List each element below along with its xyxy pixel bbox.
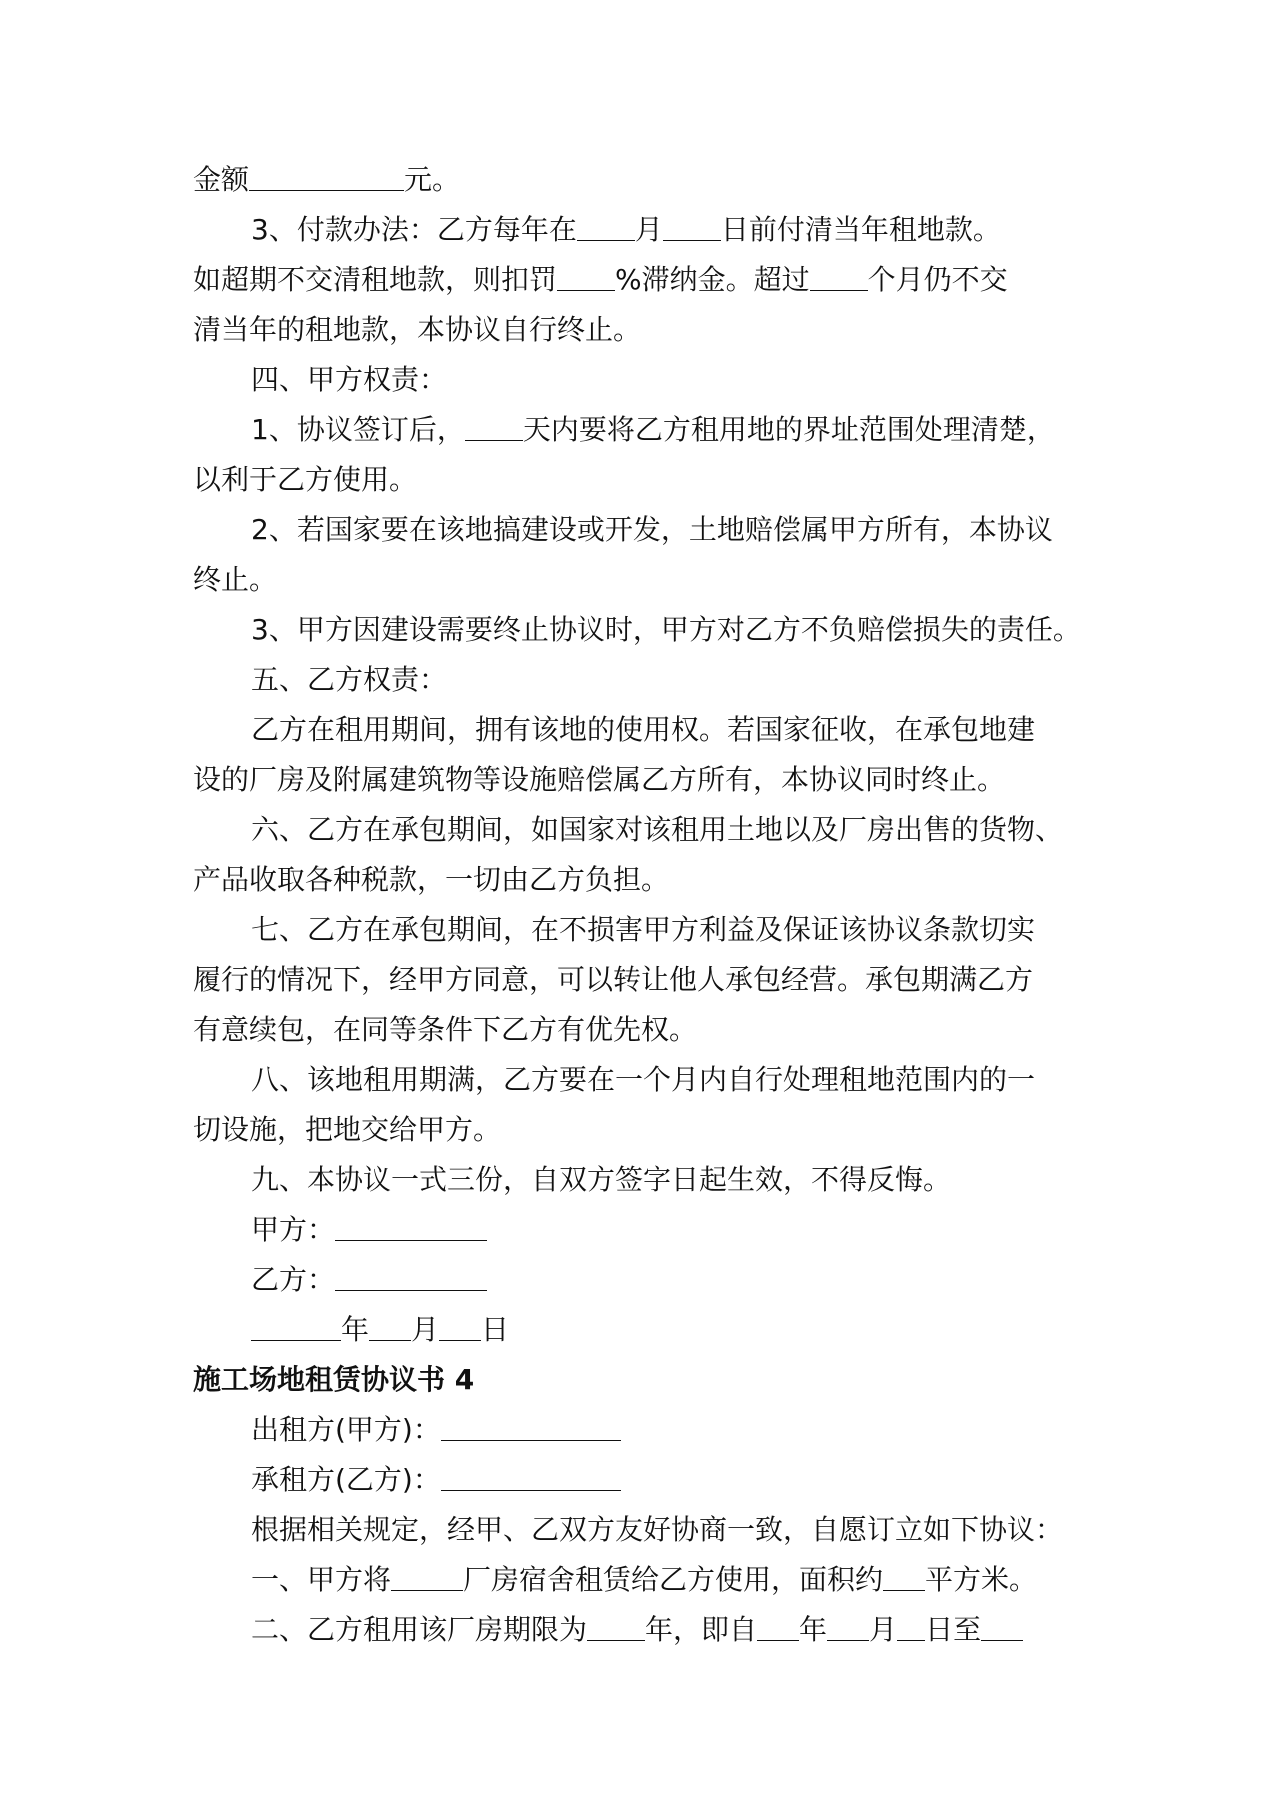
clause-line: 乙方在租用期间，拥有该地的使用权。若国家征收，在承包地建 <box>251 713 1036 746</box>
blank-field <box>465 412 523 441</box>
text: 金额 <box>193 163 250 196</box>
clause-line: 七、乙方在承包期间，在不损害甲方利益及保证该协议条款切实 <box>251 913 1036 946</box>
clause-line <box>193 405 1093 455</box>
blank-field <box>369 1312 411 1341</box>
text: 日前付清当年租地款。 <box>720 213 1001 246</box>
blank-field <box>441 1412 621 1441</box>
text: 1、协议签订后， <box>251 413 465 446</box>
text: 年，即自 <box>645 1613 758 1646</box>
text: 乙方： <box>251 1263 336 1296</box>
party-a-signature-line <box>193 1205 1093 1255</box>
text: 承租方(乙方)： <box>251 1463 441 1496</box>
paragraph-line: 产品收取各种税款，一切由乙方负担。 <box>193 863 670 896</box>
section-title: 施工场地租赁协议书 4 <box>193 1363 475 1396</box>
blank-field <box>441 1462 621 1491</box>
amount-line <box>193 155 1093 205</box>
blank-field <box>249 162 404 191</box>
clause-line: 2、若国家要在该地搞建设或开发，土地赔偿属甲方所有，本协议 <box>251 513 1053 546</box>
blank-field <box>335 1212 487 1241</box>
blank-field <box>810 262 868 291</box>
blank-field <box>663 212 721 241</box>
payment-method-line <box>193 205 1093 255</box>
blank-field <box>557 262 615 291</box>
text: 月 <box>869 1613 898 1646</box>
paragraph-line: 设的厂房及附属建筑物等设施赔偿属乙方所有，本协议同时终止。 <box>193 763 1006 796</box>
blank-field <box>897 1612 925 1641</box>
text: 年 <box>799 1613 828 1646</box>
blank-field <box>827 1612 869 1641</box>
text: 日至 <box>925 1613 982 1646</box>
text: 月 <box>634 213 663 246</box>
blank-field <box>251 1312 341 1341</box>
clause-line: 九、本协议一式三份，自双方签字日起生效，不得反悔。 <box>251 1163 952 1196</box>
clause-line: 八、该地租用期满，乙方要在一个月内自行处理租地范围内的一 <box>251 1063 1036 1096</box>
clause-line <box>193 1605 1093 1655</box>
text: 厂房宿舍租赁给乙方使用，面积约 <box>463 1563 884 1596</box>
text: 一、甲方将 <box>251 1563 392 1596</box>
section-heading: 五、乙方权责： <box>251 663 448 696</box>
lessee-line <box>193 1455 1093 1505</box>
preamble-line: 根据相关规定，经甲、乙双方友好协商一致，自愿订立如下协议： <box>251 1513 1064 1546</box>
blank-field <box>577 212 635 241</box>
paragraph-line: 终止。 <box>193 563 278 596</box>
text: 月 <box>411 1313 440 1346</box>
text: 日 <box>481 1313 510 1346</box>
text: 元。 <box>404 163 461 196</box>
blank-field <box>439 1312 481 1341</box>
clause-line: 3、甲方因建设需要终止协议时，甲方对乙方不负赔偿损失的责任。 <box>251 613 1081 646</box>
blank-field <box>391 1562 463 1591</box>
text: 年 <box>341 1313 370 1346</box>
blank-field <box>335 1262 487 1291</box>
paragraph-line: 以利于乙方使用。 <box>193 463 418 496</box>
text: 3、付款办法：乙方每年在 <box>251 213 577 246</box>
paragraph-line: 履行的情况下，经甲方同意，可以转让他人承包经营。承包期满乙方 <box>193 963 1034 996</box>
clause-line: 六、乙方在承包期间，如国家对该租用土地以及厂房出售的货物、 <box>251 813 1064 846</box>
party-b-signature-line <box>193 1255 1093 1305</box>
text: 二、乙方租用该厂房期限为 <box>251 1613 588 1646</box>
date-line <box>193 1305 1093 1355</box>
text: 平方米。 <box>925 1563 1038 1596</box>
document-page <box>193 155 1093 1655</box>
penalty-line <box>193 255 1093 305</box>
paragraph-line: 清当年的租地款，本协议自行终止。 <box>193 313 642 346</box>
blank-field <box>981 1612 1023 1641</box>
text: 天内要将乙方租用地的界址范围处理清楚， <box>522 413 1055 446</box>
text: 如超期不交清租地款，则扣罚 <box>193 263 558 296</box>
section-heading: 四、甲方权责： <box>251 363 448 396</box>
blank-field <box>883 1562 925 1591</box>
clause-line <box>193 1555 1093 1605</box>
text: 甲方： <box>251 1213 336 1246</box>
text: 出租方(甲方)： <box>251 1413 441 1446</box>
blank-field <box>587 1612 645 1641</box>
paragraph-line: 切设施，把地交给甲方。 <box>193 1113 502 1146</box>
text: 个月仍不交 <box>867 263 1008 296</box>
lessor-line <box>193 1405 1093 1455</box>
paragraph-line: 有意续包，在同等条件下乙方有优先权。 <box>193 1013 698 1046</box>
blank-field <box>757 1612 799 1641</box>
text: %滞纳金。超过 <box>615 263 810 296</box>
